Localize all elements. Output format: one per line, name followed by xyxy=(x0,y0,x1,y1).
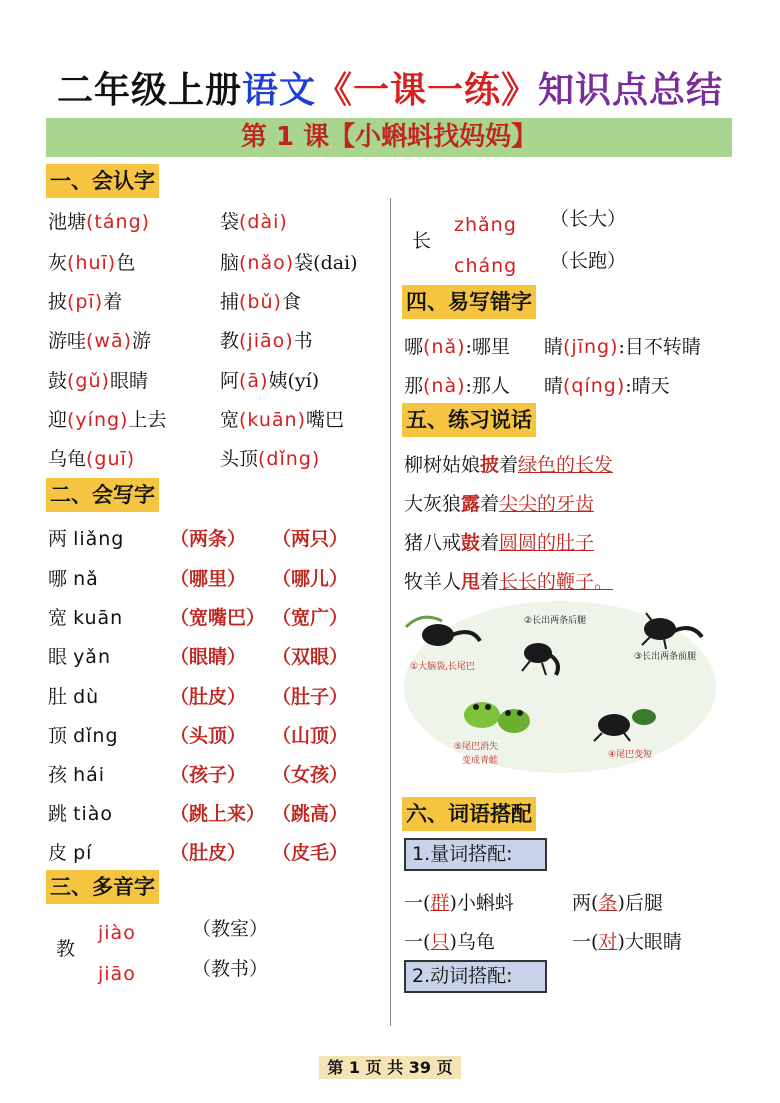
polyphone-pinyin: zhǎng xyxy=(454,214,517,236)
list-item: 教(jiāo)书 xyxy=(220,330,313,352)
illus-caption-2: ②长出两条后腿 xyxy=(524,616,587,626)
list-item: 迎(yíng)上去 xyxy=(48,409,167,431)
list-item: 柳树姑娘披着绿色的长发 xyxy=(404,454,614,476)
list-item: 哪(nǎ):哪里 xyxy=(404,336,510,358)
polyphone-word: （教书） xyxy=(192,958,269,980)
list-item: 孩 hái xyxy=(48,764,106,786)
word-example: （宽广） xyxy=(272,607,349,629)
list-item: 灰(huī)色 xyxy=(48,252,136,274)
illus-caption-5: ④尾巴变短 xyxy=(608,750,653,760)
polyphone-char: 长 xyxy=(412,230,432,252)
list-item: 晴(qíng):晴天 xyxy=(544,375,670,397)
section-heading-polyphone: 三、多音字 xyxy=(46,870,159,904)
word-example: （孩子） xyxy=(170,764,247,786)
lesson-heading: 第 1 课【小蝌蚪找妈妈】 xyxy=(46,118,732,157)
polyphone-word: （长大） xyxy=(550,208,627,230)
list-item: 两(条)后腿 xyxy=(572,892,663,914)
list-item: 披(pī)着 xyxy=(48,291,123,313)
polyphone-word: （长跑） xyxy=(550,250,627,272)
word-example: （眼睛） xyxy=(170,646,247,668)
section-heading-write: 二、会写字 xyxy=(46,478,159,512)
list-item: 宽(kuān)嘴巴 xyxy=(220,409,345,431)
section-heading-collocation: 六、词语搭配 xyxy=(402,797,536,831)
word-example: （两只） xyxy=(272,528,349,550)
list-item: 牧羊人甩着长长的鞭子。 xyxy=(404,571,614,593)
list-item: 一(群)小蝌蚪 xyxy=(404,892,514,914)
list-item: 宽 kuān xyxy=(48,607,124,629)
column-divider xyxy=(390,198,391,1026)
list-item: 脑(nǎo)袋(dai) xyxy=(220,252,358,274)
list-item: 捕(bǔ)食 xyxy=(220,291,301,313)
section-heading-speaking: 五、练习说话 xyxy=(402,403,536,437)
title-part3: 《一课一练》 xyxy=(316,70,539,111)
word-example: （跳上来） xyxy=(170,803,266,825)
list-item: 那(nà):那人 xyxy=(404,375,510,397)
word-example: （双眼） xyxy=(272,646,349,668)
word-example: （皮毛） xyxy=(272,842,349,864)
page-number: 第 1 页 共 39 页 xyxy=(319,1056,460,1079)
list-item: 跳 tiào xyxy=(48,803,114,825)
word-example: （头顶） xyxy=(170,725,247,747)
word-example: （肚皮） xyxy=(170,686,247,708)
list-item: 鼓(gǔ)眼睛 xyxy=(48,370,148,392)
illus-caption-1: ①大脑袋,长尾巴 xyxy=(410,662,475,672)
polyphone-word: （教室） xyxy=(192,918,269,940)
page-title xyxy=(0,62,780,113)
tadpole-illustration xyxy=(402,597,718,777)
list-item: 猪八戒鼓着圆圆的肚子 xyxy=(404,532,595,554)
polyphone-pinyin: jiào xyxy=(98,922,136,944)
verb-collocation-box: 2.动词搭配: xyxy=(404,960,547,993)
title-part2: 语文 xyxy=(241,70,316,111)
title-part1: 二年级上册 xyxy=(56,70,242,111)
list-item: 阿(ā)姨(yí) xyxy=(220,370,320,392)
illus-caption-4: ⑤尾巴消失 xyxy=(454,742,499,752)
section-heading-recognize: 一、会认字 xyxy=(46,164,159,198)
word-example: （两条） xyxy=(170,528,247,550)
illus-caption-4b: 变成青蛙 xyxy=(462,756,499,766)
page-footer xyxy=(0,1055,780,1078)
illus-caption-3: ③长出两条前腿 xyxy=(634,652,697,662)
list-item: 大灰狼露着尖尖的牙齿 xyxy=(404,493,595,515)
list-item: 一(只)乌龟 xyxy=(404,931,495,953)
list-item: 池塘(táng) xyxy=(48,211,151,233)
word-example: （哪里） xyxy=(170,568,247,590)
polyphone-char: 教 xyxy=(56,938,76,960)
polyphone-pinyin: cháng xyxy=(454,255,518,277)
word-example: （肚子） xyxy=(272,686,349,708)
word-example: （女孩） xyxy=(272,764,349,786)
word-example: （山顶） xyxy=(272,725,349,747)
list-item: 游哇(wā)游 xyxy=(48,330,152,352)
list-item: 袋(dài) xyxy=(220,211,288,233)
title-part4: 知识点总结 xyxy=(538,70,724,111)
list-item: 顶 dǐng xyxy=(48,725,119,747)
measure-word-box: 1.量词搭配: xyxy=(404,838,547,871)
list-item: 两 liǎng xyxy=(48,528,125,550)
word-example: （跳高） xyxy=(272,803,349,825)
list-item: 肚 dù xyxy=(48,686,100,708)
polyphone-pinyin: jiāo xyxy=(98,963,136,985)
list-item: 哪 nǎ xyxy=(48,568,99,590)
list-item: 乌龟(guī) xyxy=(48,448,136,470)
list-item: 睛(jīng):目不转睛 xyxy=(544,336,701,358)
list-item: 皮 pí xyxy=(48,842,93,864)
section-heading-errors: 四、易写错字 xyxy=(402,285,536,319)
list-item: 头顶(dǐng) xyxy=(220,448,321,470)
word-example: （肚皮） xyxy=(170,842,247,864)
list-item: 一(对)大眼睛 xyxy=(572,931,682,953)
list-item: 眼 yǎn xyxy=(48,646,111,668)
word-example: （哪儿） xyxy=(272,568,349,590)
word-example: （宽嘴巴） xyxy=(170,607,266,629)
